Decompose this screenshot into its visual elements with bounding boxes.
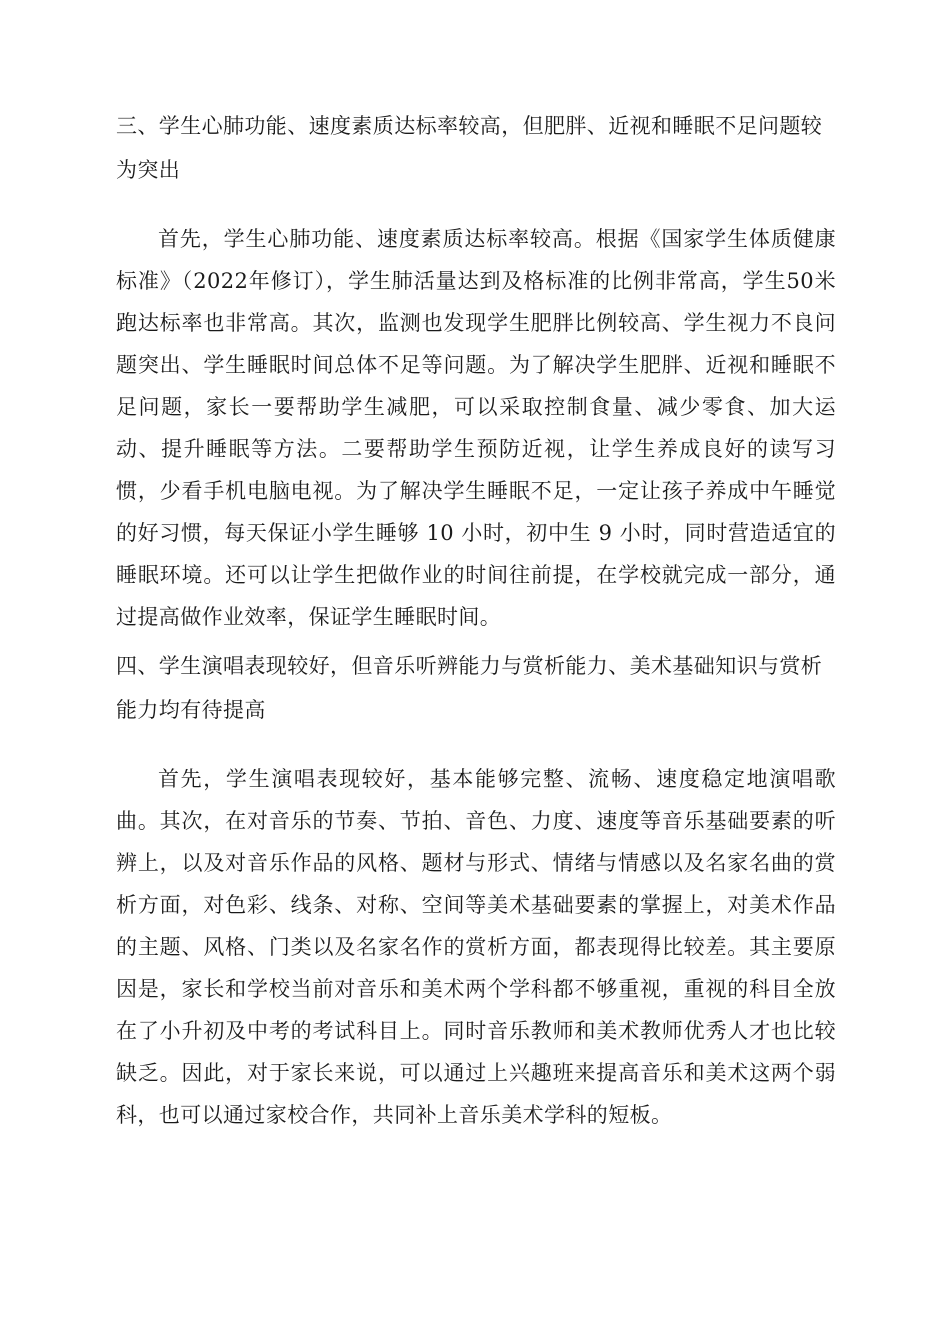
section-heading-4: 四、学生演唱表现较好，但音乐听辨能力与赏析能力、美术基础知识与赏析能力均有待提高 xyxy=(116,654,823,722)
document-body xyxy=(116,104,836,1136)
section-paragraph-3: 首先，学生心肺功能、速度素质达标率较高。根据《国家学生体质健康标准》（2022年修订），学生肺活量达到及格标准的比例非常高，学生50米跑达标率也非常高。其次，监测也发现学生肥胖比例较高、学生视力不良问题突出、学生睡眠时间总体不足等问题。为了解决学生肥胖、近视和睡眠不足问题，家长一要帮助学生减肥，可以采取控制食量、减少零食、加大运动、提升睡眠等方法。二要帮助学生预防近视，让学生养成良好的读写习惯，少看手机电脑电视。为了解决学生睡眠不足，一定让孩子养成中午睡觉的好习惯，每天保证小学生睡够 10 小时，初中生 9 小时，同时营造适宜的睡眠环境。还可以让学生把做作业的时间往前提，在学校就完成一部分，通过提高做作业效率，保证学生睡眠时间。 xyxy=(116,227,836,629)
spacer xyxy=(116,732,836,758)
section-heading-3: 三、学生心肺功能、速度素质达标率较高，但肥胖、近视和睡眠不足问题较为突出 xyxy=(116,114,823,182)
section-paragraph-4: 首先，学生演唱表现较好，基本能够完整、流畅、速度稳定地演唱歌曲。其次，在对音乐的节奏、节拍、音色、力度、速度等音乐基础要素的听辨上，以及对音乐作品的风格、题材与形式、情绪与情感以及名家名曲的赏析方面，对色彩、线条、对称、空间等美术基础要素的掌握上，对美术作品的主题、风格、门类以及名家名作的赏析方面，都表现得比较差。其主要原因是，家长和学校当前对音乐和美术两个学科都不够重视，重视的科目全放在了小升初及中考的考试科目上。同时音乐教师和美术教师优秀人才也比较缺乏。因此，对于家长来说，可以通过上兴趣班来提高音乐和美术这两个弱科，也可以通过家校合作，共同补上音乐美术学科的短板。 xyxy=(116,767,836,1127)
spacer xyxy=(116,192,836,218)
